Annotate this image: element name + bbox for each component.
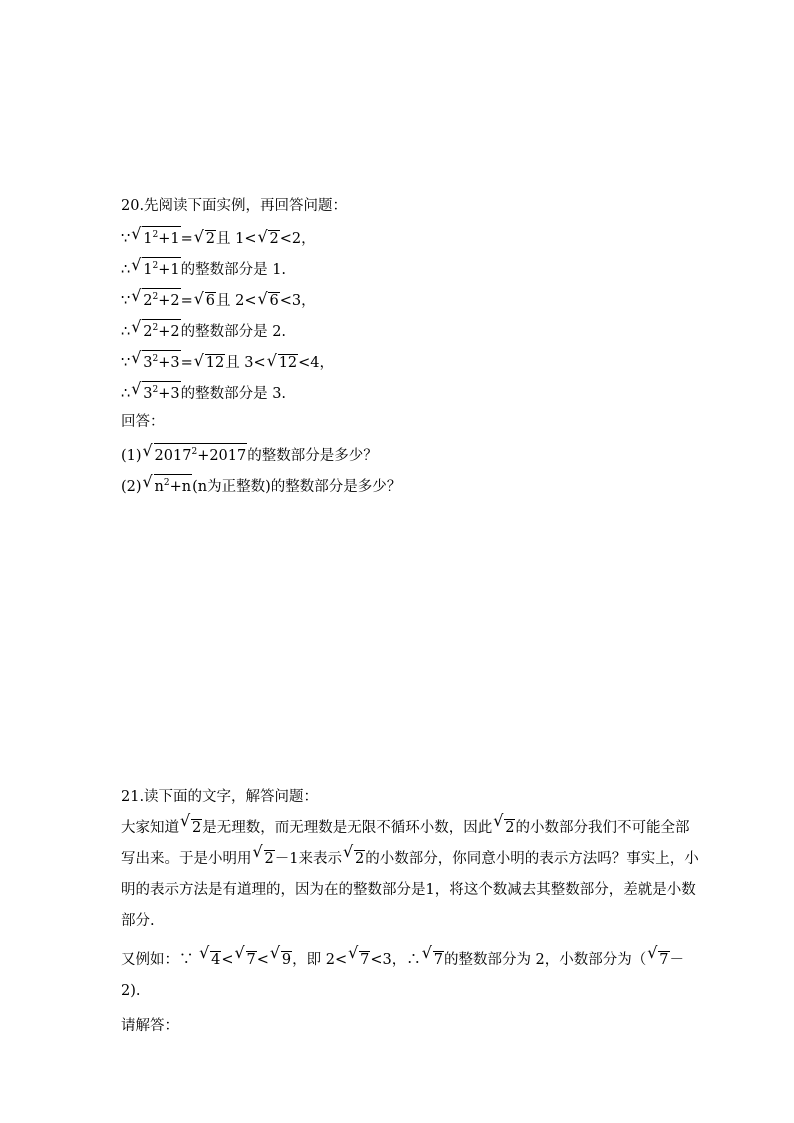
- radical: √ 9: [270, 945, 292, 976]
- radical: √ 7: [235, 945, 257, 976]
- radical: √ 12: [194, 353, 225, 373]
- q20-line-4: ∴√ $2^2+2$的整数部分是 2.: [121, 319, 286, 342]
- radical: √ $1^2+1$: [131, 257, 180, 280]
- radical: √ 7: [348, 945, 370, 976]
- q21-example: 又例如：∵ √ 4<√ 7<√ 9，即 2<√ 7<3，∴√ 7的整数部分为 2，小数部分为（√ 7－ 2).: [121, 945, 701, 1007]
- radical: √ 2: [194, 229, 216, 249]
- radical: √ 7: [647, 945, 669, 976]
- radical: √ $3^2+3$: [131, 350, 180, 373]
- q20-line-5: ∵√ $3^2+3=√$ 12且 3<√ 12<4，: [121, 350, 334, 373]
- q21-answer-label: 请解答：: [121, 1018, 179, 1034]
- radical: √ 2: [253, 844, 275, 875]
- radical: √ 2: [180, 813, 202, 844]
- q21-title: 21.读下面的文字，解答问题：: [121, 789, 319, 805]
- radical: √ 7: [422, 945, 444, 976]
- q20-line-6: ∴√ $3^2+3$的整数部分是 3.: [121, 381, 286, 404]
- radical: √ $3^2+3$: [131, 381, 180, 404]
- q20-line-3: ∵√ $2^2+2=√$ 6且 2<√ 6<3，: [121, 288, 316, 311]
- q20-line-1: ∵√ $1^2+1=√$ 2且 1<√ 2<2，: [121, 226, 316, 249]
- q21-paragraph: 大家知道√ 2是无理数，而无理数是无限不循环小数，因此√ 2的小数部分我们不可能全部写出来。于是小明用√ 2－1来表示√ 2的小数部分，你同意小明的表示方法吗？事实上，小明的表示方法是有道理的，因为在的整数部分是1，将这个数减去其整数部分，差就是小数部分.: [121, 813, 701, 937]
- q20-answer-label: 回答：: [121, 414, 165, 430]
- radical: √ 6: [257, 291, 279, 311]
- radical: √ 6: [194, 291, 216, 311]
- radical: √ 2: [343, 844, 365, 875]
- radical: √ $2^2+2$: [131, 319, 180, 342]
- radical: √ 2: [257, 229, 279, 249]
- radical: √ $2017^2+2017$: [143, 443, 248, 466]
- radical: √ $1^2+1$: [131, 226, 180, 249]
- radical: √ 12: [267, 353, 298, 373]
- radical: √ $n^2+n$: [143, 474, 193, 497]
- q20-line-2: ∴√ $1^2+1$的整数部分是 1.: [121, 257, 286, 280]
- q20-title: 20.先阅读下面实例，再回答问题：: [121, 198, 348, 214]
- radical: √ 4: [199, 945, 221, 976]
- radical: √ 2: [493, 813, 515, 844]
- q20-part-1: (1)√ $2017^2+2017$的整数部分是多少？: [121, 443, 378, 466]
- q20-part-2: (2)√ $n^2+n(n$为正整数)的整数部分是多少？: [121, 474, 401, 497]
- radical: √ $2^2+2$: [131, 288, 180, 311]
